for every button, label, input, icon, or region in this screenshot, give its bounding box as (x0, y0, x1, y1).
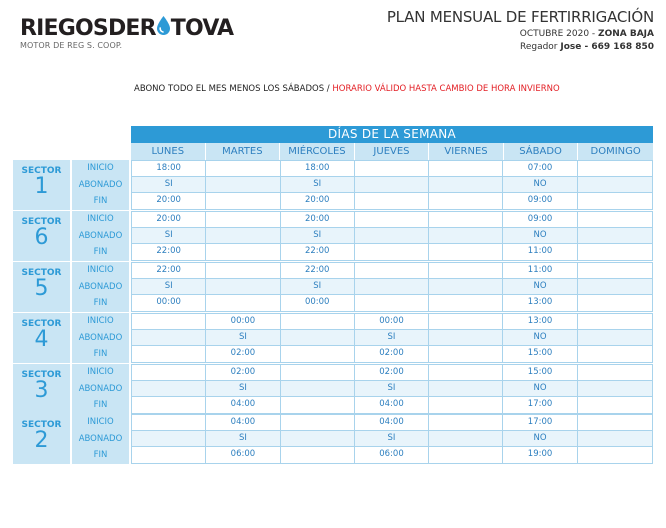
page-title: PLAN MENSUAL DE FERTIRRIGACIÓN (386, 8, 654, 26)
sector-word: SECTOR (21, 166, 62, 176)
logo-subtitle: MOTOR DE REG S. COOP. (20, 41, 123, 50)
schedule-grid (131, 262, 653, 312)
row-label: INICIO (87, 417, 114, 427)
schedule-cell (132, 314, 206, 329)
schedule-cell: 02:00 (206, 346, 280, 362)
schedule-cell (578, 397, 652, 413)
schedule-cell (281, 346, 355, 362)
schedule-cell (429, 177, 503, 192)
schedule-cell: NO (503, 228, 577, 243)
sector-number: 5 (34, 276, 49, 301)
schedule-cell (578, 447, 652, 463)
regador-label: Regador (519, 42, 561, 52)
schedule-cell (281, 365, 355, 380)
schedule-cell (578, 314, 652, 329)
row-label: FIN (93, 349, 108, 360)
row-labels (72, 262, 129, 312)
schedule-cell (281, 314, 355, 329)
schedule-cell: SI (132, 177, 206, 192)
schedule-row (132, 346, 652, 362)
water-drop-icon (157, 16, 170, 41)
schedule-cell: SI (132, 279, 206, 294)
day-header: VIERNES (429, 143, 504, 160)
sector-word: SECTOR (21, 319, 62, 329)
notice-text: ABONO TODO EL MES MENOS LOS SÁBADOS / (134, 84, 333, 94)
schedule-cell (281, 447, 355, 463)
schedule-cell (132, 447, 206, 463)
schedule-cell (281, 431, 355, 446)
schedule-cell (578, 244, 652, 260)
schedule-cell: 22:00 (281, 244, 355, 260)
logo-wordmark (20, 16, 233, 41)
schedule-cell: 09:00 (503, 212, 577, 227)
notice-warning: HORARIO VÁLIDO HASTA CAMBIO DE HORA INVIERNO (332, 84, 560, 94)
schedule-cell (429, 346, 503, 362)
regador-value: Jose - 669 168 850 (560, 42, 654, 52)
schedule-cell (429, 279, 503, 294)
schedule-cell: 18:00 (132, 161, 206, 176)
schedule-cell (355, 193, 429, 209)
schedule-cell: 07:00 (503, 161, 577, 176)
schedule-grid (131, 414, 653, 464)
sector-word: SECTOR (21, 420, 62, 430)
schedule-row (132, 161, 652, 177)
sector-label (13, 313, 70, 363)
sector-word: SECTOR (21, 268, 62, 278)
schedule-cell: 22:00 (281, 263, 355, 278)
regador-line (387, 42, 654, 52)
period-text: OCTUBRE 2020 - (519, 29, 599, 39)
schedule-row (132, 397, 652, 413)
schedule-cell (429, 161, 503, 176)
schedule-cell (578, 177, 652, 192)
schedule-cell (355, 177, 429, 192)
schedule-cell: SI (206, 431, 280, 446)
schedule-cell: 11:00 (503, 244, 577, 260)
schedule-cell: 22:00 (132, 244, 206, 260)
row-label: FIN (93, 196, 108, 207)
sector-number: 3 (34, 378, 49, 403)
schedule-cell (429, 244, 503, 260)
schedule-cell (578, 381, 652, 396)
schedule-cell (578, 295, 652, 311)
schedule-cell: 20:00 (132, 212, 206, 227)
schedule-cell: 15:00 (503, 365, 577, 380)
row-label: ABONADO (78, 230, 123, 241)
schedule-cell (206, 177, 280, 192)
schedule-cell: 13:00 (503, 295, 577, 311)
schedule-cell: 00:00 (132, 295, 206, 311)
schedule-cell (206, 244, 280, 260)
schedule-cell (281, 397, 355, 413)
schedule-cell: 02:00 (355, 365, 429, 380)
schedule-row (132, 381, 652, 397)
schedule-cell (578, 431, 652, 446)
schedule-row (132, 228, 652, 244)
row-labels (72, 414, 129, 464)
schedule-cell: 04:00 (355, 397, 429, 413)
schedule-cell: 19:00 (503, 447, 577, 463)
schedule-cell (132, 381, 206, 396)
schedule-cell: 17:00 (503, 397, 577, 413)
row-label: ABONADO (78, 383, 123, 394)
schedule-cell: 04:00 (206, 397, 280, 413)
row-label: INICIO (87, 367, 114, 377)
schedule-cell (355, 279, 429, 294)
schedule-cell (578, 228, 652, 243)
schedule-cell: SI (281, 228, 355, 243)
row-labels (72, 211, 129, 261)
schedule-grid (131, 211, 653, 261)
schedule-cell (206, 161, 280, 176)
row-label: INICIO (87, 265, 114, 275)
schedule-cell: 02:00 (355, 346, 429, 362)
schedule-cell (132, 346, 206, 362)
schedule-cell (429, 330, 503, 345)
schedule-cell: SI (355, 431, 429, 446)
schedule-grid (131, 364, 653, 414)
sector-number: 4 (34, 327, 49, 352)
day-header: SÁBADO (504, 143, 579, 160)
schedule-cell (429, 193, 503, 209)
sector-label (13, 211, 70, 261)
row-label: FIN (93, 450, 108, 461)
schedule-cell: 22:00 (132, 263, 206, 278)
schedule-row (132, 212, 652, 228)
schedule-grid (131, 160, 653, 210)
schedule-cell (429, 228, 503, 243)
schedule-cell (355, 228, 429, 243)
row-label: FIN (93, 400, 108, 411)
schedule-cell (578, 279, 652, 294)
schedule-cell: 15:00 (503, 346, 577, 362)
schedule-cell: 00:00 (206, 314, 280, 329)
title-block (387, 8, 654, 52)
row-label: FIN (93, 298, 108, 309)
sector-number: 2 (34, 428, 49, 453)
schedule-cell (206, 228, 280, 243)
schedule-cell (132, 415, 206, 430)
logo-text-right: TOVA (170, 15, 234, 41)
schedule-cell: 06:00 (206, 447, 280, 463)
row-labels (72, 364, 129, 414)
sector-word: SECTOR (21, 370, 62, 380)
days-header-row (131, 143, 653, 160)
schedule-row (132, 330, 652, 346)
schedule-cell (281, 381, 355, 396)
schedule-cell: 17:00 (503, 415, 577, 430)
day-header: MARTES (206, 143, 281, 160)
schedule-cell (206, 279, 280, 294)
schedule-cell (429, 212, 503, 227)
zone-text: ZONA BAJA (598, 29, 654, 39)
schedule-cell (355, 212, 429, 227)
schedule-cell (578, 365, 652, 380)
schedule-cell: 11:00 (503, 263, 577, 278)
schedule-cell (429, 447, 503, 463)
schedule-cell: 06:00 (355, 447, 429, 463)
schedule-cell (429, 295, 503, 311)
schedule-cell (578, 415, 652, 430)
row-labels (72, 160, 129, 210)
schedule-cell (578, 161, 652, 176)
schedule-cell (429, 415, 503, 430)
company-logo (20, 16, 233, 50)
row-label: INICIO (87, 163, 114, 173)
schedule-cell (206, 295, 280, 311)
schedule-cell: 18:00 (281, 161, 355, 176)
schedule-grid (131, 313, 653, 363)
schedule-cell (429, 314, 503, 329)
schedule-cell: SI (355, 330, 429, 345)
schedule-cell (578, 212, 652, 227)
schedule-cell: 04:00 (206, 415, 280, 430)
schedule-cell (132, 365, 206, 380)
schedule-notice (134, 84, 560, 94)
schedule-cell: NO (503, 279, 577, 294)
schedule-row (132, 263, 652, 279)
schedule-cell (355, 244, 429, 260)
schedule-cell (206, 212, 280, 227)
day-header: JUEVES (355, 143, 430, 160)
schedule-cell: 20:00 (132, 193, 206, 209)
schedule-cell (355, 263, 429, 278)
schedule-cell: 20:00 (281, 212, 355, 227)
schedule-cell (355, 161, 429, 176)
row-label: FIN (93, 247, 108, 258)
schedule-cell: NO (503, 381, 577, 396)
schedule-cell: SI (355, 381, 429, 396)
schedule-row (132, 279, 652, 295)
row-label: ABONADO (78, 433, 123, 444)
schedule-cell: 13:00 (503, 314, 577, 329)
row-labels (72, 313, 129, 363)
row-label: ABONADO (78, 332, 123, 343)
schedule-cell (429, 365, 503, 380)
schedule-row (132, 177, 652, 193)
schedule-cell (281, 415, 355, 430)
day-header: DOMINGO (590, 146, 641, 157)
schedule-cell: 02:00 (206, 365, 280, 380)
schedule-cell: SI (132, 228, 206, 243)
schedule-cell (355, 295, 429, 311)
schedule-cell (206, 263, 280, 278)
schedule-cell (132, 330, 206, 345)
sector-number: 6 (34, 225, 49, 250)
sector-label (13, 364, 70, 414)
sector-label (13, 262, 70, 312)
schedule-cell (429, 263, 503, 278)
schedule-cell (429, 397, 503, 413)
schedule-row (132, 314, 652, 330)
schedule-row (132, 447, 652, 463)
schedule-cell: 00:00 (355, 314, 429, 329)
schedule-cell (132, 431, 206, 446)
sector-word: SECTOR (21, 217, 62, 227)
schedule-row (132, 365, 652, 381)
schedule-cell: NO (503, 330, 577, 345)
sector-label (13, 160, 70, 210)
schedule-cell: SI (281, 177, 355, 192)
schedule-row (132, 431, 652, 447)
period-line (387, 29, 654, 39)
schedule-cell (578, 346, 652, 362)
schedule-cell (281, 330, 355, 345)
schedule-cell: SI (206, 330, 280, 345)
schedule-row (132, 415, 652, 431)
week-title-bar: DÍAS DE LA SEMANA (131, 126, 653, 143)
schedule-cell: 04:00 (355, 415, 429, 430)
row-label: ABONADO (78, 281, 123, 292)
schedule-cell (578, 263, 652, 278)
schedule-cell: 09:00 (503, 193, 577, 209)
schedule-cell: NO (503, 431, 577, 446)
schedule-cell: SI (281, 279, 355, 294)
sector-number: 1 (34, 174, 49, 199)
schedule-cell: NO (503, 177, 577, 192)
schedule-cell (429, 381, 503, 396)
schedule-row (132, 193, 652, 209)
schedule-row (132, 244, 652, 260)
day-header: LUNES (131, 143, 206, 160)
schedule-cell (578, 193, 652, 209)
row-label: ABONADO (78, 179, 123, 190)
schedule-cell: 20:00 (281, 193, 355, 209)
row-label: INICIO (87, 316, 114, 326)
schedule-cell (429, 431, 503, 446)
logo-text-left: RIEGOSDER (20, 15, 156, 41)
day-header: MIÉRCOLES (280, 143, 355, 160)
schedule-cell (132, 397, 206, 413)
schedule-cell: SI (206, 381, 280, 396)
sector-label (13, 414, 70, 464)
schedule-cell: 00:00 (281, 295, 355, 311)
schedule-cell (206, 193, 280, 209)
schedule-cell (578, 330, 652, 345)
row-label: INICIO (87, 214, 114, 224)
schedule-row (132, 295, 652, 311)
